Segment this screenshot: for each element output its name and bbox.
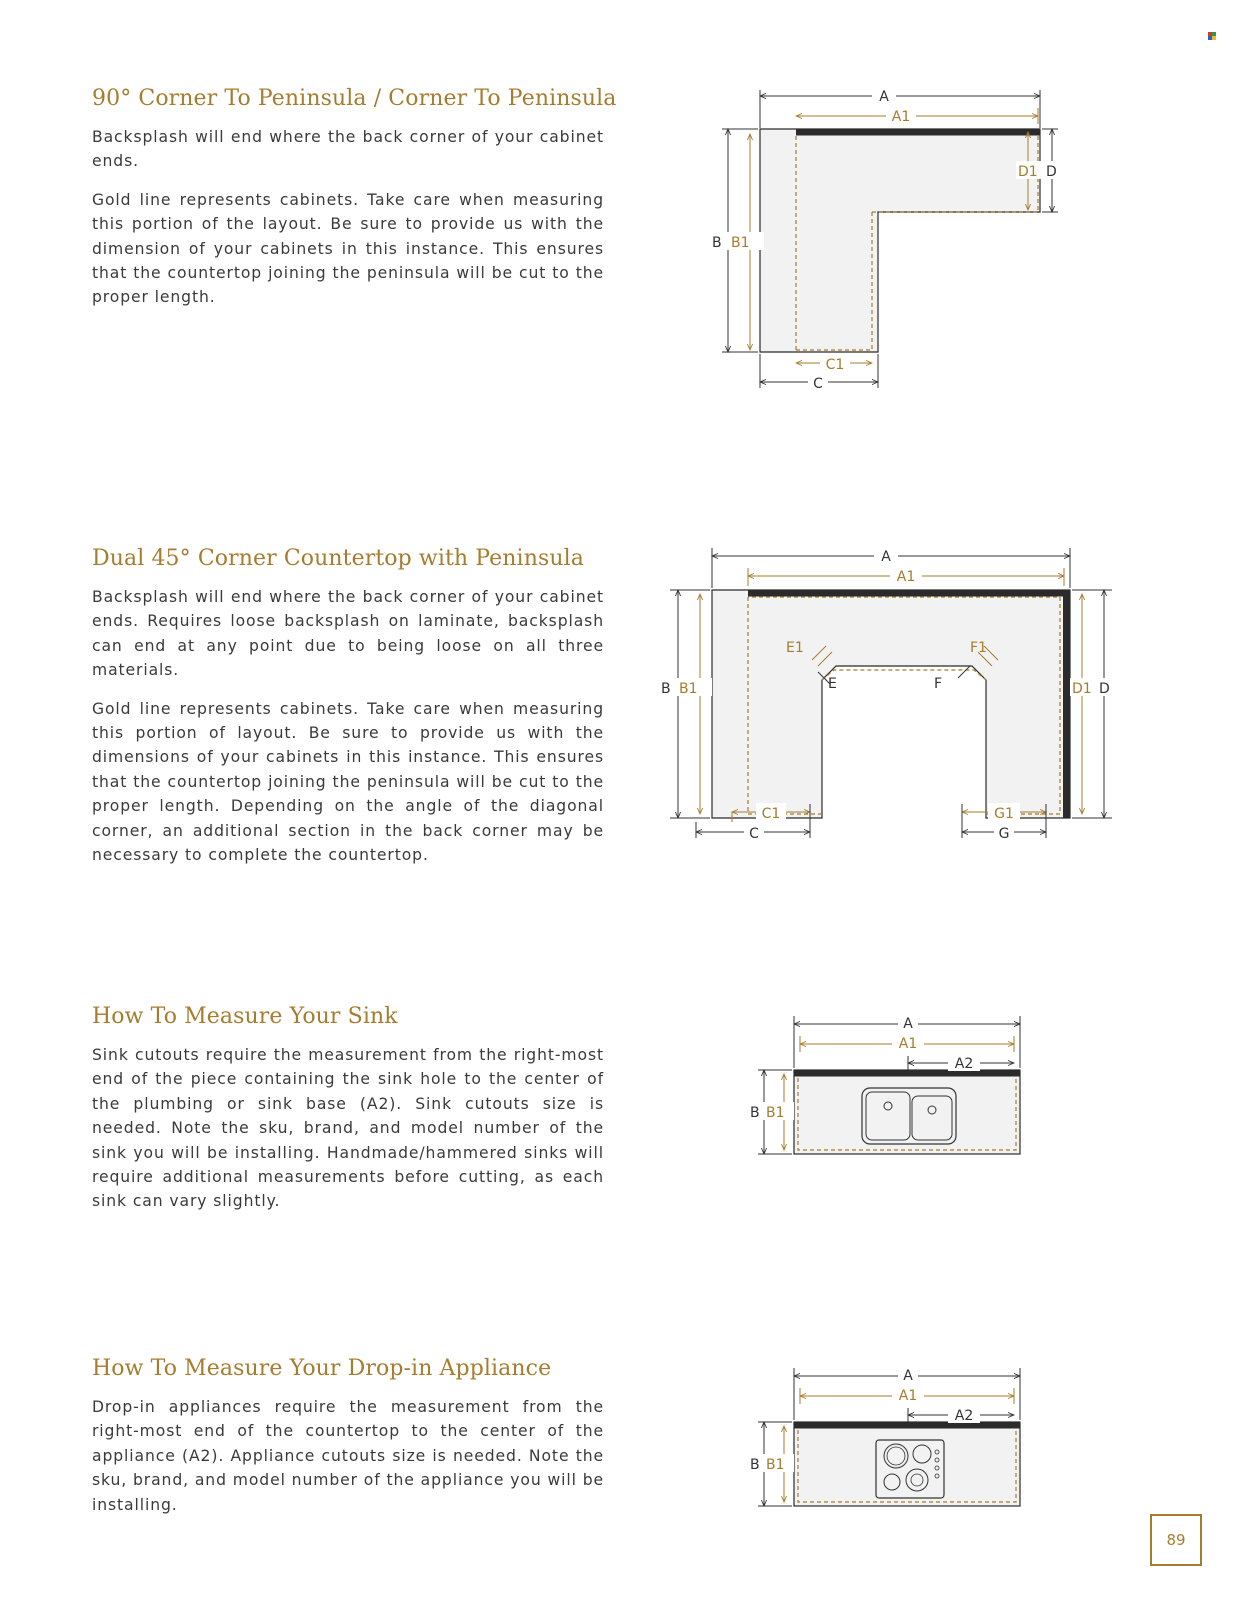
dim-label-c1: C1 (761, 806, 781, 822)
dim-label-b: B (712, 235, 722, 251)
section-measure-drop-in-appliance (92, 1356, 604, 1531)
dim-label-d1: D1 (1072, 681, 1092, 697)
dim-label-a2: A2 (954, 1408, 974, 1424)
dim-label-a: A (903, 1016, 913, 1032)
dim-label-c: C (749, 826, 759, 842)
section-paragraph: Gold line represents cabinets. Take care when measuring this portion of the layout. Be sure to provide us with the dimension of your cabinets in this instance. This ensures that the countertop joining the peninsula will be cut to the proper length. (92, 190, 604, 307)
section-paragraph: Gold line represents cabinets. Take care when measuring this portion of layout. Be sure to provide us with the dimensions of your cabinets in this instance. This ensures that the countertop joining the peninsula will be cut to the proper length. Depending on the angle of the diagonal corner, an additional section in the back corner may be necessary to complete the countertop. (92, 699, 604, 865)
dim-label-d1: D1 (1018, 164, 1038, 180)
dim-label-b1: B1 (731, 235, 750, 251)
section-title: 90° Corner To Peninsula / Corner To Peninsula (92, 86, 617, 111)
dim-label-b1: B1 (766, 1105, 785, 1121)
section-paragraph: Drop-in appliances require the measurement from the right-most end of the countertop to the center of the appliance (A2). Appliance cutouts size is needed. Note the sku, brand, and model number of the appliance you will be installing. (92, 1398, 604, 1514)
section-paragraph: Sink cutouts require the measurement from the right-most end of the piece containing the sink hole to the center of the plumbing or sink base (A2). Sink cutouts size is needed. Note the sku, brand, and model number of the sink you will be installing. Handmade/hammered sinks will require additional measurements before cutting, as each sink can vary slightly. (92, 1046, 604, 1211)
sink-diagram (750, 1004, 1050, 1164)
dim-label-a1: A1 (898, 1036, 918, 1052)
dim-label-a: A (879, 89, 889, 105)
dim-label-b1: B1 (679, 681, 698, 697)
dim-label-e: E (828, 676, 837, 692)
page-number: 89 (1150, 1514, 1202, 1566)
countertop-shape (794, 1422, 1020, 1506)
color-swatch-icon (1208, 32, 1217, 41)
dim-label-b1: B1 (766, 1457, 785, 1473)
corner-peninsula-diagram (700, 84, 1080, 414)
dim-label-b: B (750, 1105, 760, 1121)
dim-label-a: A (903, 1368, 913, 1384)
dim-label-e1: E1 (786, 640, 804, 656)
dim-label-f1: F1 (970, 640, 987, 656)
dim-label-b: B (750, 1457, 760, 1473)
dim-label-a: A (881, 549, 891, 565)
section-title: Dual 45° Corner Countertop with Peninsula (92, 546, 584, 571)
dim-label-b: B (661, 681, 671, 697)
section-dual-45-corner (92, 546, 604, 881)
dim-label-d: D (1099, 681, 1110, 697)
section-title: How To Measure Your Drop-in Appliance (92, 1356, 552, 1381)
section-title: How To Measure Your Sink (92, 1004, 398, 1029)
section-paragraph: Backsplash will end where the back corner of your cabinet ends. Requires loose backsplash on laminate, backsplash can end at any point due to being loose on all three materials. (92, 588, 604, 680)
dim-label-a1: A1 (896, 569, 916, 585)
dim-label-d: D (1046, 164, 1057, 180)
dim-label-a1: A1 (891, 109, 911, 125)
dim-label-g1: G1 (994, 806, 1014, 822)
dim-label-f: F (934, 676, 943, 692)
dual-45-corner-diagram (660, 542, 1120, 872)
section-paragraph: Backsplash will end where the back corner of your cabinet ends. (92, 128, 604, 171)
dim-label-g: G (998, 826, 1010, 842)
dim-label-c1: C1 (825, 357, 845, 373)
dim-label-c: C (813, 376, 823, 392)
section-corner-to-peninsula (92, 86, 617, 324)
dim-label-a2: A2 (954, 1056, 974, 1072)
countertop-shape (760, 129, 1040, 352)
section-measure-sink (92, 1004, 604, 1228)
countertop-shape (794, 1070, 1020, 1154)
drop-in-appliance-diagram (750, 1356, 1050, 1516)
countertop-shape (712, 590, 1070, 818)
dim-label-a1: A1 (898, 1388, 918, 1404)
